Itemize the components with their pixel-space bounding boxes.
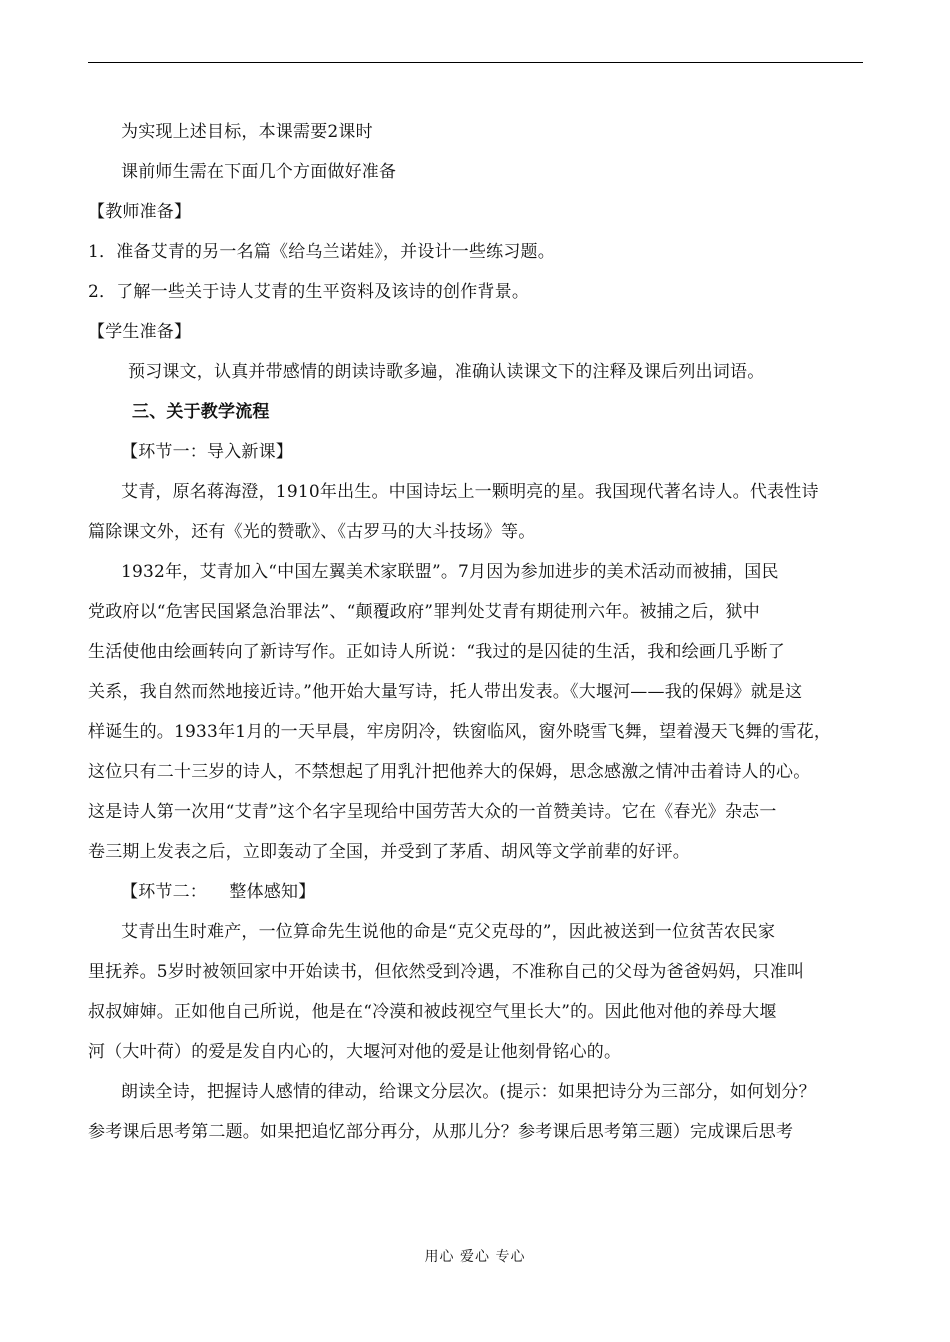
paragraph-line: 里抚养。5岁时被领回家中开始读书，但依然受到冷遇，不准称自己的父母为爸爸妈妈，只准叫 [88,962,805,982]
paragraph-line: 关系，我自然而然地接近诗。”他开始大量写诗，托人带出发表。《大堰河——我的保姆》就是这 [88,682,803,702]
paragraph-line: 艾青，原名蒋海澄，1910年出生。中国诗坛上一颗明亮的星。我国现代著名诗人。代表性诗 [121,482,819,502]
page-footer: 用心 爱心 专心 [424,1249,526,1265]
paragraph-line: 样诞生的。1933年1月的一天早晨，牢房阴冷，铁窗临风，窗外晓雪飞舞，望着漫天飞舞的雪花， [88,722,832,742]
list-item: 1．准备艾青的另一名篇《给乌兰诺娃》，并设计一些练习题。 [88,242,555,262]
paragraph-line: 艾青出生时难产，一位算命先生说他的命是“克父克母的”，因此被送到一位贫苦农民家 [121,922,776,942]
section-heading: 三、关于教学流程 [132,402,270,422]
paragraph-line: 课前师生需在下面几个方面做好准备 [121,162,397,182]
paragraph-line: 卷三期上发表之后，立即轰动了全国，并受到了茅盾、胡风等文学前辈的好评。 [88,842,690,862]
paragraph-line: 这位只有二十三岁的诗人，不禁想起了用乳汁把他养大的保姆，思念感激之情冲击着诗人的心。 [88,762,811,782]
subsection-label: 【环节一：导入新课】 [121,442,293,462]
subsection-label: 【环节二： 整体感知】 [121,882,316,902]
paragraph-line: 这是诗人第一次用“艾青”这个名字呈现给中国劳苦大众的一首赞美诗。它在《春光》杂志一 [88,802,777,822]
paragraph-line: 叔叔婶婶。正如他自己所说，他是在“冷漠和被歧视空气里长大”的。因此他对他的养母大堰 [88,1002,777,1022]
list-item: 2．了解一些关于诗人艾青的生平资料及该诗的创作背景。 [88,282,530,302]
paragraph-line: 河（大叶荷）的爱是发自内心的，大堰河对他的爱是让他刻骨铭心的。 [88,1042,622,1062]
paragraph-line: 朗读全诗，把握诗人感情的律动，给课文分层次。(提示：如果把诗分为三部分，如何划分？ [121,1082,816,1102]
paragraph-line: 生活使他由绘画转向了新诗写作。正如诗人所说：“我过的是囚徒的生活，我和绘画几乎断了 [88,642,785,662]
paragraph-line: 参考课后思考第二题。如果把追忆部分再分，从那儿分？参考课后思考第三题）完成课后思考 [88,1122,794,1142]
section-label-teacher-prep: 【教师准备】 [88,202,192,222]
paragraph-line: 党政府以“危害民国紧急治罪法”、“颠覆政府”罪判处艾青有期徒刑六年。被捕之后，狱中 [88,602,760,622]
paragraph-line: 1932年，艾青加入“中国左翼美术家联盟”。7月因为参加进步的美术活动而被捕，国民 [121,562,779,582]
header-rule [88,62,863,63]
paragraph-line: 预习课文，认真并带感情的朗读诗歌多遍，准确认读课文下的注释及课后列出词语。 [128,362,765,382]
paragraph-line: 篇除课文外，还有《光的赞歌》、《古罗马的大斗技场》等。 [88,522,536,542]
paragraph-line: 为实现上述目标，本课需要2课时 [121,122,373,142]
document-body [88,112,866,1152]
section-label-student-prep: 【学生准备】 [88,322,192,342]
